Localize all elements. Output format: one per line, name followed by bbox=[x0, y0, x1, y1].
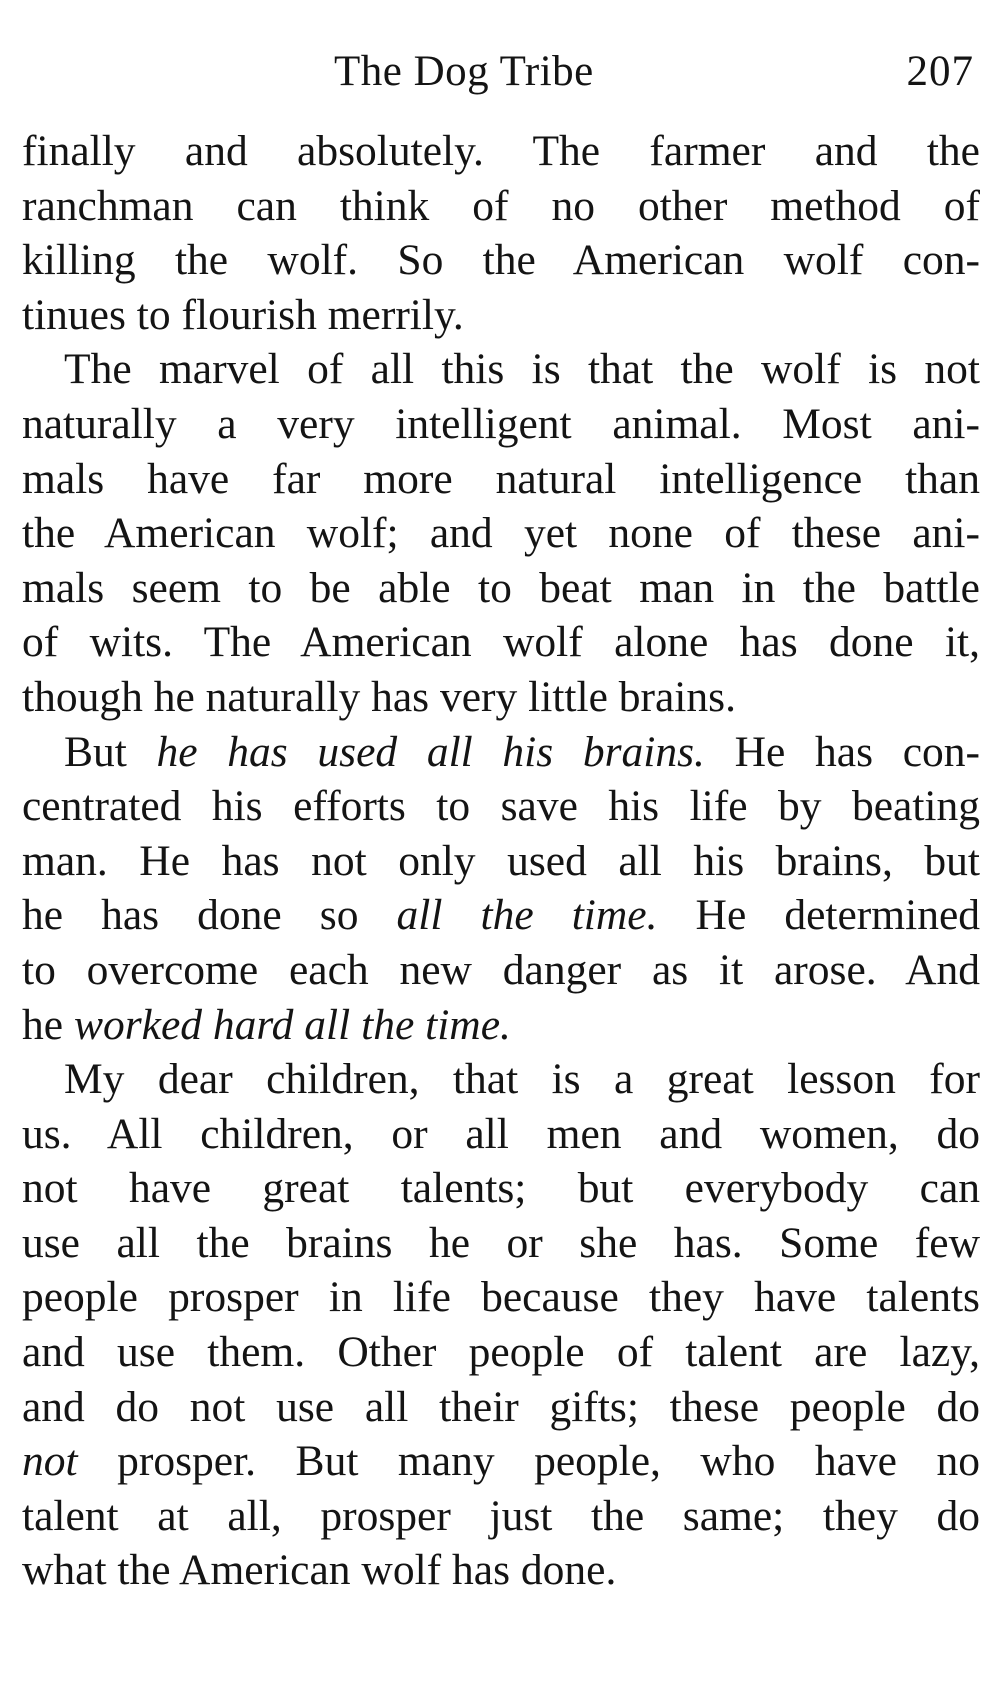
text-line: and do not use all their gifts; these people do bbox=[22, 1382, 980, 1431]
body-text bbox=[22, 124, 980, 1598]
text-line: though he naturally has very little brains. bbox=[22, 672, 736, 721]
text-run: he bbox=[22, 1000, 74, 1049]
running-title: The Dog Tribe bbox=[334, 48, 594, 95]
text-run: prosper. But many people, who have no bbox=[77, 1437, 980, 1486]
text-line: mals seem to be able to beat man in the battle bbox=[22, 563, 980, 612]
running-head bbox=[24, 42, 974, 102]
text-line bbox=[22, 998, 980, 1053]
text-run: He has con- bbox=[704, 727, 980, 776]
text-line bbox=[22, 888, 980, 943]
text-line: centrated his efforts to save his life by beating bbox=[22, 782, 980, 831]
text-line: talent at all, prosper just the same; they do bbox=[22, 1491, 980, 1540]
text-line: naturally a very intelligent animal. Most ani- bbox=[22, 399, 980, 448]
text-line: man. He has not only used all his brains, but bbox=[22, 836, 980, 885]
text-line: use all the brains he or she has. Some few bbox=[22, 1218, 980, 1267]
italic-emphasis: not bbox=[22, 1437, 78, 1486]
text-line: mals have far more natural intelligence than bbox=[22, 454, 980, 503]
text-run: he has done so bbox=[22, 891, 397, 940]
paragraph bbox=[22, 1052, 980, 1598]
italic-emphasis: all the time. bbox=[396, 891, 658, 940]
text-line: tinues to flourish merrily. bbox=[22, 290, 464, 339]
text-line: to overcome each new danger as it arose. And bbox=[22, 945, 980, 994]
paragraph bbox=[22, 124, 980, 342]
text-line bbox=[22, 1434, 980, 1489]
text-line: people prosper in life because they have talents bbox=[22, 1273, 980, 1322]
italic-emphasis: he has used all his brains. bbox=[156, 727, 705, 776]
text-line bbox=[22, 725, 980, 780]
text-line: My dear children, that is a great lesson for bbox=[64, 1055, 980, 1104]
text-line: ranchman can think of no other method of bbox=[22, 181, 980, 230]
text-line: what the American wolf has done. bbox=[22, 1546, 617, 1595]
text-line: the American wolf; and yet none of these ani- bbox=[22, 509, 980, 558]
page-number: 207 bbox=[906, 48, 974, 95]
text-line: not have great talents; but everybody can bbox=[22, 1164, 980, 1213]
text-line: us. All children, or all men and women, do bbox=[22, 1109, 980, 1158]
italic-emphasis: worked hard all the time. bbox=[73, 1000, 511, 1049]
paragraph bbox=[22, 725, 980, 1053]
text-line: and use them. Other people of talent are lazy, bbox=[22, 1328, 980, 1377]
paragraph bbox=[22, 342, 980, 724]
text-run: But bbox=[64, 727, 157, 776]
text-run: He determined bbox=[657, 891, 981, 940]
text-line: The marvel of all this is that the wolf is not bbox=[64, 345, 980, 394]
text-line: killing the wolf. So the American wolf con- bbox=[22, 236, 980, 285]
text-line: of wits. The American wolf alone has done it, bbox=[22, 618, 980, 667]
text-line: finally and absolutely. The farmer and the bbox=[22, 127, 980, 175]
